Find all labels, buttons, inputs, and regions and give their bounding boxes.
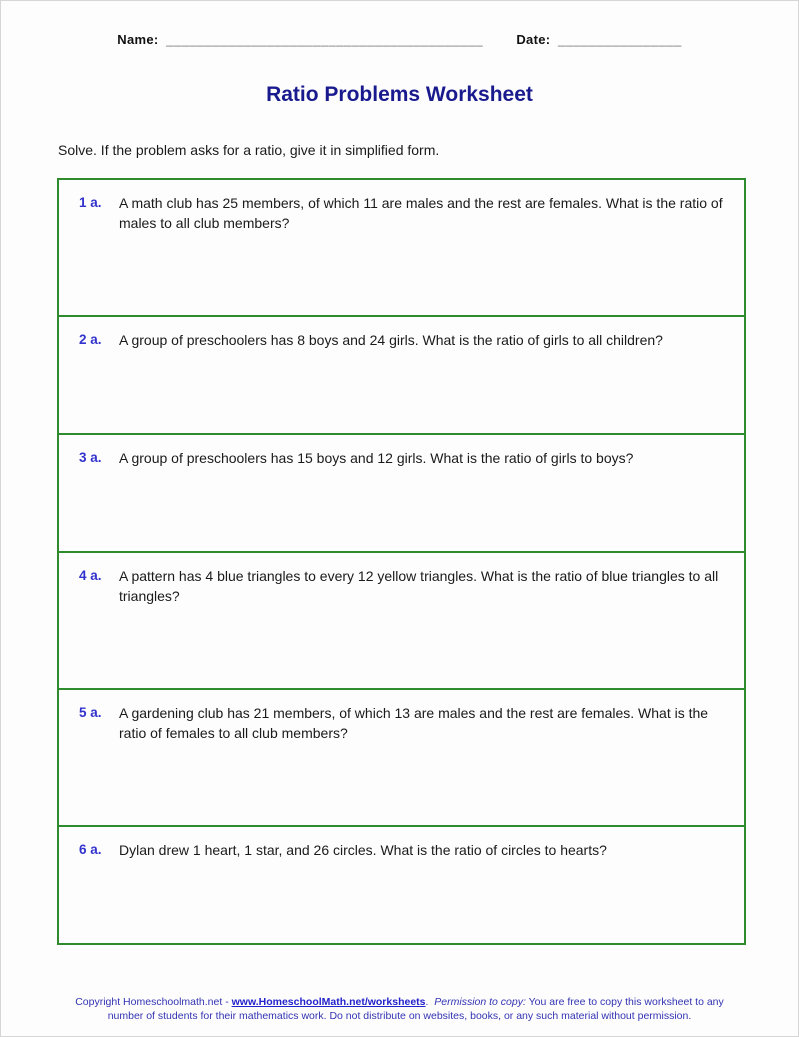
problem-number: 4 a. xyxy=(79,568,102,583)
copyright-text: Copyright Homeschoolmath.net - xyxy=(75,996,232,1008)
problem-box-3 xyxy=(57,433,746,553)
worksheets-link[interactable]: www.HomeschoolMath.net/worksheets xyxy=(231,996,426,1008)
permission-text: You are free to copy this worksheet to any xyxy=(525,996,724,1008)
problem-number: 3 a. xyxy=(79,450,102,465)
problem-number: 2 a. xyxy=(79,332,102,347)
name-date-row xyxy=(1,32,798,47)
permission-label: Permission to copy: xyxy=(434,996,526,1008)
problem-text: A math club has 25 members, of which 11 are males and the rest are females. What is the ratio of males to all club members? xyxy=(119,195,723,231)
problem-number: 6 a. xyxy=(79,842,102,857)
problem-text: Dylan drew 1 heart, 1 star, and 26 circles. What is the ratio of circles to hearts? xyxy=(119,842,607,858)
problem-text: A gardening club has 21 members, of which 13 are males and the rest are females. What is the ratio of females to all club members? xyxy=(119,705,709,741)
date-label: Date: xyxy=(516,32,551,47)
name-blank-line: _________________________________________ xyxy=(166,32,484,47)
footer-copyright xyxy=(1,996,798,1023)
problem-number: 1 a. xyxy=(79,195,102,210)
page-title: Ratio Problems Worksheet xyxy=(266,83,533,106)
problem-list xyxy=(57,178,746,945)
after-link-text: . xyxy=(425,996,435,1008)
problem-text: A pattern has 4 blue triangles to every 12 yellow triangles. What is the ratio of blue triangles to all triangles? xyxy=(119,568,719,604)
problem-text: A group of preschoolers has 8 boys and 24 girls. What is the ratio of girls to all children? xyxy=(119,332,663,348)
name-label: Name: xyxy=(117,32,159,47)
problem-box-5 xyxy=(57,688,746,827)
footer-line2: number of students for their mathematics work. Do not distribute on websites, books, or any such material without permission. xyxy=(107,1009,692,1022)
problem-box-2 xyxy=(57,315,746,435)
problem-number: 5 a. xyxy=(79,705,102,720)
date-blank-line: ________________ xyxy=(558,32,682,47)
problem-box-6 xyxy=(57,825,746,945)
problem-box-4 xyxy=(57,551,746,690)
problem-text: A group of preschoolers has 15 boys and 12 girls. What is the ratio of girls to boys? xyxy=(119,450,634,466)
problem-box-1 xyxy=(57,178,746,317)
instructions-text: Solve. If the problem asks for a ratio, give it in simplified form. xyxy=(58,142,440,158)
